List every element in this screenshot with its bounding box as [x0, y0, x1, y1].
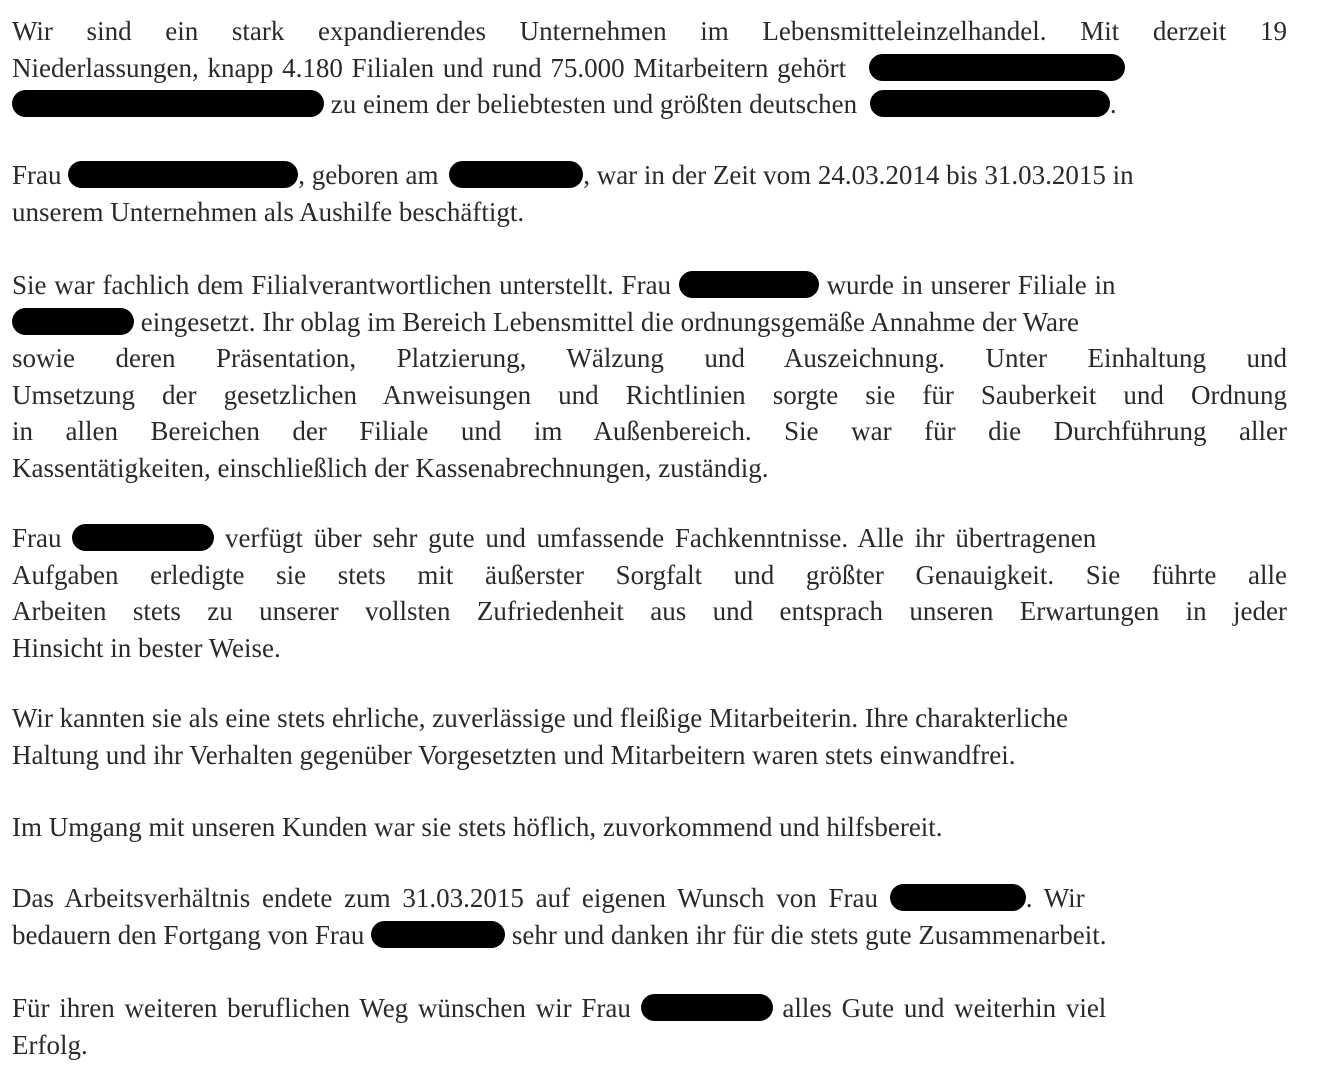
text-line	[12, 520, 1287, 557]
text-line: in allen Bereichen der Filiale und im Außenbereich. Sie war für die Durchführung aller	[12, 416, 1287, 446]
performance-paragraph	[12, 520, 1287, 666]
text-line: Im Umgang mit unseren Kunden war sie stets höflich, zuvorkommend und hilfsbereit.	[12, 812, 943, 842]
text-segment: Niederlassungen, knapp 4.180 Filialen und rund 75.000 Mitarbeitern gehört	[12, 52, 847, 83]
text-line: Aufgaben erledigte sie stets mit äußerster Sorgfalt und größter Genauigkeit. Sie führte alle	[12, 559, 1287, 590]
text-line	[12, 267, 1287, 304]
text-segment: wurde in unserer Filiale in	[826, 270, 1116, 300]
text-line	[12, 990, 1287, 1027]
redaction-mark	[679, 271, 819, 298]
duties-paragraph	[12, 267, 1287, 486]
redaction-mark	[68, 161, 298, 188]
text-segment: eingesetzt. Ihr oblag im Bereich Lebensmittel die ordnungsgemäße Annahme der Ware	[140, 306, 1080, 337]
redaction-mark	[641, 994, 773, 1021]
text-line	[12, 50, 1287, 87]
text-line	[12, 86, 1287, 123]
text-line: Wir sind ein stark expandierendes Unternehmen im Lebensmitteleinzelhandel. Mit derzeit 19	[12, 16, 1287, 46]
company-intro-paragraph	[12, 13, 1287, 123]
text-line	[12, 880, 1287, 917]
text-line: Umsetzung der gesetzlichen Anweisungen und Richtlinien sorgte sie für Sauberkeit und Ordnung	[12, 379, 1287, 410]
text-line	[12, 157, 1287, 194]
text-line: Erfolg.	[12, 1029, 88, 1060]
text-line: Hinsicht in bester Weise.	[12, 632, 281, 663]
text-segment: alles Gute und weiterhin viel	[782, 993, 1107, 1023]
text-segment: , war in der Zeit vom 24.03.2014 bis 31.03.2015 in	[583, 160, 1134, 190]
text-segment: Frau	[12, 523, 62, 553]
text-segment: Für ihren weiteren beruflichen Weg wünschen wir Frau	[12, 993, 631, 1023]
redaction-mark	[890, 884, 1026, 911]
redaction-mark	[869, 54, 1125, 81]
text-segment: verfügt über sehr gute und umfassende Fachkenntnisse. Alle ihr übertragenen	[225, 523, 1097, 553]
text-line: unserem Unternehmen als Aushilfe beschäftigt.	[12, 196, 525, 227]
text-segment: Das Arbeitsverhältnis endete zum 31.03.2015 auf eigenen Wunsch von Frau	[12, 883, 878, 913]
redaction-mark	[870, 90, 1110, 117]
redaction-mark	[371, 921, 505, 948]
redaction-mark	[72, 524, 214, 551]
text-segment: . Wir	[1025, 883, 1085, 913]
text-line	[12, 917, 1287, 954]
text-line	[12, 304, 1287, 341]
text-segment: zu einem der beliebtesten und größten deutschen	[330, 89, 858, 119]
closing-paragraph	[12, 990, 1287, 1063]
text-segment: , geboren am	[298, 160, 439, 190]
conduct-paragraph	[12, 700, 1287, 773]
text-segment: Frau	[12, 160, 62, 190]
text-segment: sehr und danken ihr für die stets gute Zusammenarbeit.	[511, 919, 1107, 950]
text-line: Wir kannten sie als eine stets ehrliche, zuverlässige und fleißige Mitarbeiterin. Ihre charakterliche	[12, 703, 1068, 733]
redaction-mark	[12, 90, 324, 117]
text-segment: bedauern den Fortgang von Frau	[12, 919, 365, 950]
redaction-mark	[12, 308, 134, 335]
text-line: sowie deren Präsentation, Platzierung, Wälzung und Auszeichnung. Unter Einhaltung und	[12, 343, 1287, 373]
redaction-mark	[449, 161, 583, 188]
employment-period-paragraph	[12, 157, 1287, 230]
customer-conduct-paragraph	[12, 809, 1287, 846]
termination-paragraph	[12, 880, 1287, 953]
text-line: Kassentätigkeiten, einschließlich der Kassenabrechnungen, zuständig.	[12, 452, 769, 483]
text-segment: Sie war fachlich dem Filialverantwortlichen unterstellt. Frau	[12, 270, 672, 300]
text-line: Arbeiten stets zu unserer vollsten Zufriedenheit aus und entsprach unseren Erwartungen in jeder	[12, 596, 1287, 626]
text-segment: .	[1109, 89, 1117, 119]
text-line: Haltung und ihr Verhalten gegenüber Vorgesetzten und Mitarbeitern waren stets einwandfrei.	[12, 739, 1016, 770]
